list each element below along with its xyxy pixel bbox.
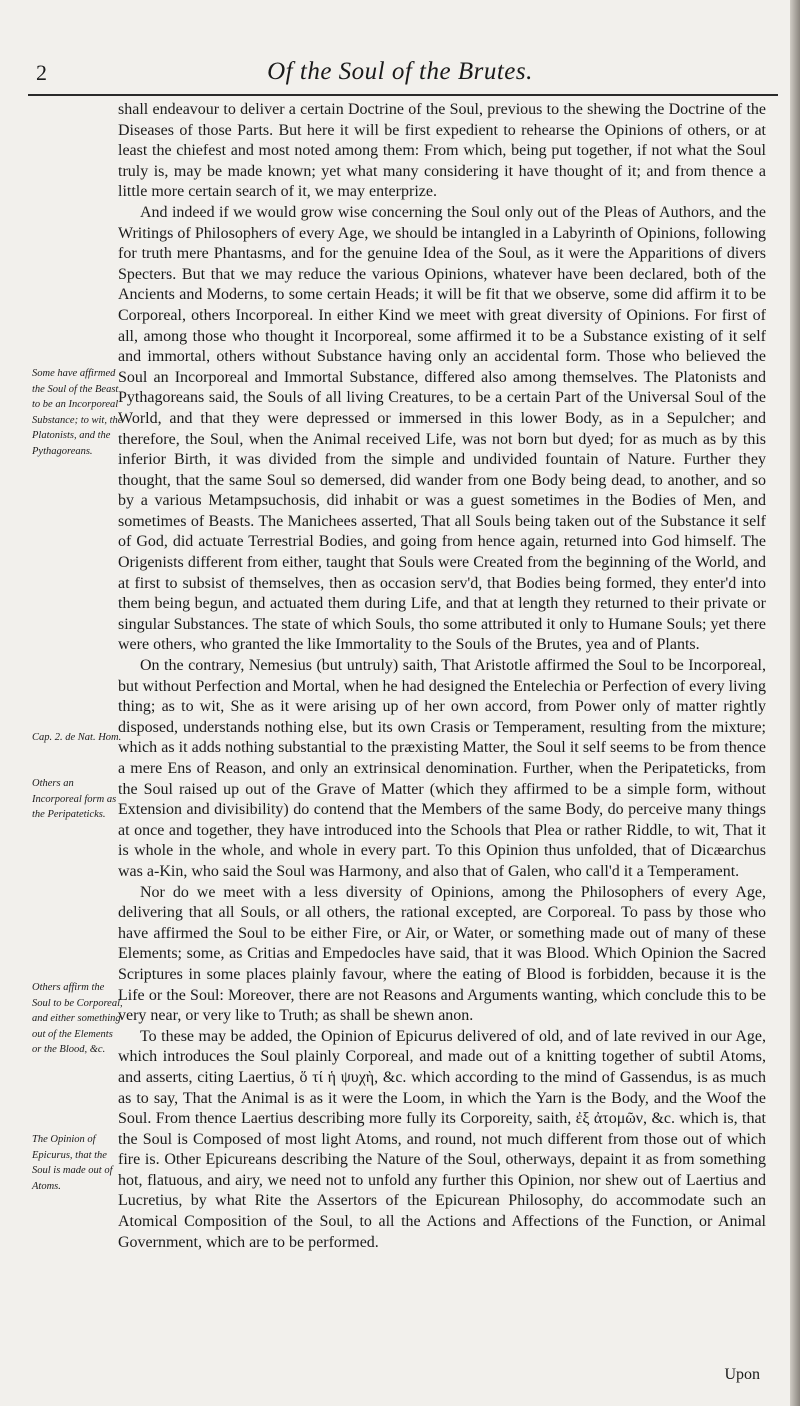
- paragraph: And indeed if we would grow wise concerning the Soul only out of the Pleas of Authors, and the Writings of Philosophers of every Age, we should be intangled in a Labyrinth of Opinions, following for truth mere Phantasms, and for the genuine Idea of the Soul, as it were the Apparitions of divers Specters. But that we may reduce the various Opinions, whatever have been declared, both of the Ancients and Moderns, to some certain Heads; it will be fit that we observe, some did affirm it to be Corporeal, others Incorporeal. In either Kind we meet with great diversity of Opinions. For first of all, among those who thought it Incorporeal, some affirmed it to be a Substance existing of it self and immortal, others without Substance having only an accidental form. Those who believed the Soul an Incorporeal and Immortal Substance, differed also among themselves. The Platonists and Pythagoreans said, the Souls of all living Creatures, to be a certain Part of the Universal Soul of the World, and that they were depressed or immersed in this lower Body, as in a Sepulcher; and therefore, the Soul, when the Animal received Life, was not born but dyed; for as much as by this inferior Birth, it was divided from the simple and undivided fountain of Nature. Further they thought, that the same Soul so demersed, did wander from one Body being dead, to another, and so by a various Metampsuchosis, did inhabit or was a guest sometimes in the Bodies of Men, and sometimes of Beasts. The Manichees asserted, That all Souls being taken out of the Substance it self of God, did actuate Terrestrial Bodies, and going from hence again, returned into God himself. The Origenists different from either, taught that Souls were Created from the beginning of the World, and at first to subsist of themselves, then as occasion serv'd, that Bodies being formed, they enter'd into them being begun, and actuated them during Life, and that at length they returned to their private or singular Substances. The state of which Souls, tho some attributed it only to Humane Souls; yet there were others, who granted the like Immortality to the Souls of the Brutes, yea and of Plants.: [118, 203, 766, 654]
- margin-note-peripateticks: Others an Incorporeal form as the Peripateticks.: [32, 778, 117, 820]
- margin-note-epicurus: The Opinion of Epicurus, that the Soul is made out of Atoms.: [32, 1134, 113, 1192]
- page-gutter-shadow: [790, 0, 800, 1406]
- margin-note-platonists: Some have affirmed the Soul of the Beast to be an Incorporeal Substance; to wit, the Platonists, and the Pythagoreans.: [32, 368, 123, 457]
- margin-note-corporeal: Others affirm the Soul to be Corporeal, and either something out of the Elements or the Blood, &c.: [32, 982, 123, 1055]
- paragraph: On the contrary, Nemesius (but untruly) saith, That Aristotle affirmed the Soul to be Incorporeal, but without Perfection and Mortal, when he had designed the Entelechia or Perfection of every living thing; as to wit, She as it were arising up of her own accord, from Power only of matter rightly disposed, understands nothing else, but its own Crasis or Temperament, resulting from the mixture; which as it adds nothing substantial to the præxisting Matter, the Soul it self seems to be from thence a mere Ens of Reason, and only an extrinsical denomination. Further, when the Peripateticks, from the Soul raised up out of the Grave of Matter (which they affirmed to be a simple form, without Extension and divisibility) do contend that the Members of the same Body, do perceive many things at once and together, they have introduced into the Schools that Plea or rather Riddle, to wit, That it is whole in the whole, and whole in every part. To this Opinion thus unfolded, that of Dicæarchus was a-Kin, who said the Soul was Harmony, and also that of Galen, who call'd it a Temperament.: [118, 657, 766, 880]
- paragraph: Nor do we meet with a less diversity of Opinions, among the Philosophers of every Age, delivering that all Souls, or all others, the rational excepted, are Corporeal. To pass by those who have affirmed the Soul to be either Fire, or Air, or Water, or something made out of many of these Elements; some, as Critias and Empedocles have said, that it was Blood. Which Opinion the Sacred Scriptures in some places plainly favour, where the eating of Blood is forbidden, because it is the Life or the Soul: Moreover, there are not Reasons and Arguments wanting, which conclude this to be very near, or very like to Truth; as shall be shewn anon.: [118, 883, 766, 1025]
- page-number: 2: [36, 60, 47, 85]
- body-text: [118, 100, 766, 1253]
- running-title: Of the Soul of the Brutes.: [267, 58, 533, 85]
- header-rule: [28, 94, 778, 96]
- margin-note-citation: Cap. 2. de Nat. Hom.: [32, 732, 122, 743]
- catchword: Upon: [724, 1366, 760, 1383]
- paragraph: To these may be added, the Opinion of Epicurus delivered of old, and of late revived in our Age, which introduces the Soul plainly Corporeal, and made out of a knitting together of subtil Atoms, and asserts, citing Laertius, ὅ τί ἡ ψυχὴ, &c. which according to the mind of Gassendus, is as much as to say, That the Animal is as it were the Loom, in which the Yarn is the Body, and the Woof the Soul. From thence Laertius describing more fully its Corporeity, saith, ἐξ ἀτομῶν, &c. which is, that the Soul is Composed of most light Atoms, and round, not much different from those out of which fire is. Other Epicureans describing the Nature of the Soul, otherways, depaint it as from something hot, flatuous, and airy, we need not to unfold any further this Opinion, nor shew out of Laertius and Lucretius, by what Rite the Assertors of the Epicurean Philosophy, do accommodate such an Atomical Composition of the Soul, to all the Actions and Affections of the Function, or Animal Government, which are to be performed.: [118, 1027, 766, 1251]
- paragraph: shall endeavour to deliver a certain Doctrine of the Soul, previous to the shewing the Doctrine of the Diseases of those Parts. But here it will be first expedient to rehearse the Opinions of others, or at least the chiefest and most noted among them: From which, being put together, if not what the Soul truly is, may be made known; yet what many considering it have thought of it; and from thence a little more certain search of it, we may enterprize.: [118, 101, 766, 201]
- running-header: [0, 58, 800, 98]
